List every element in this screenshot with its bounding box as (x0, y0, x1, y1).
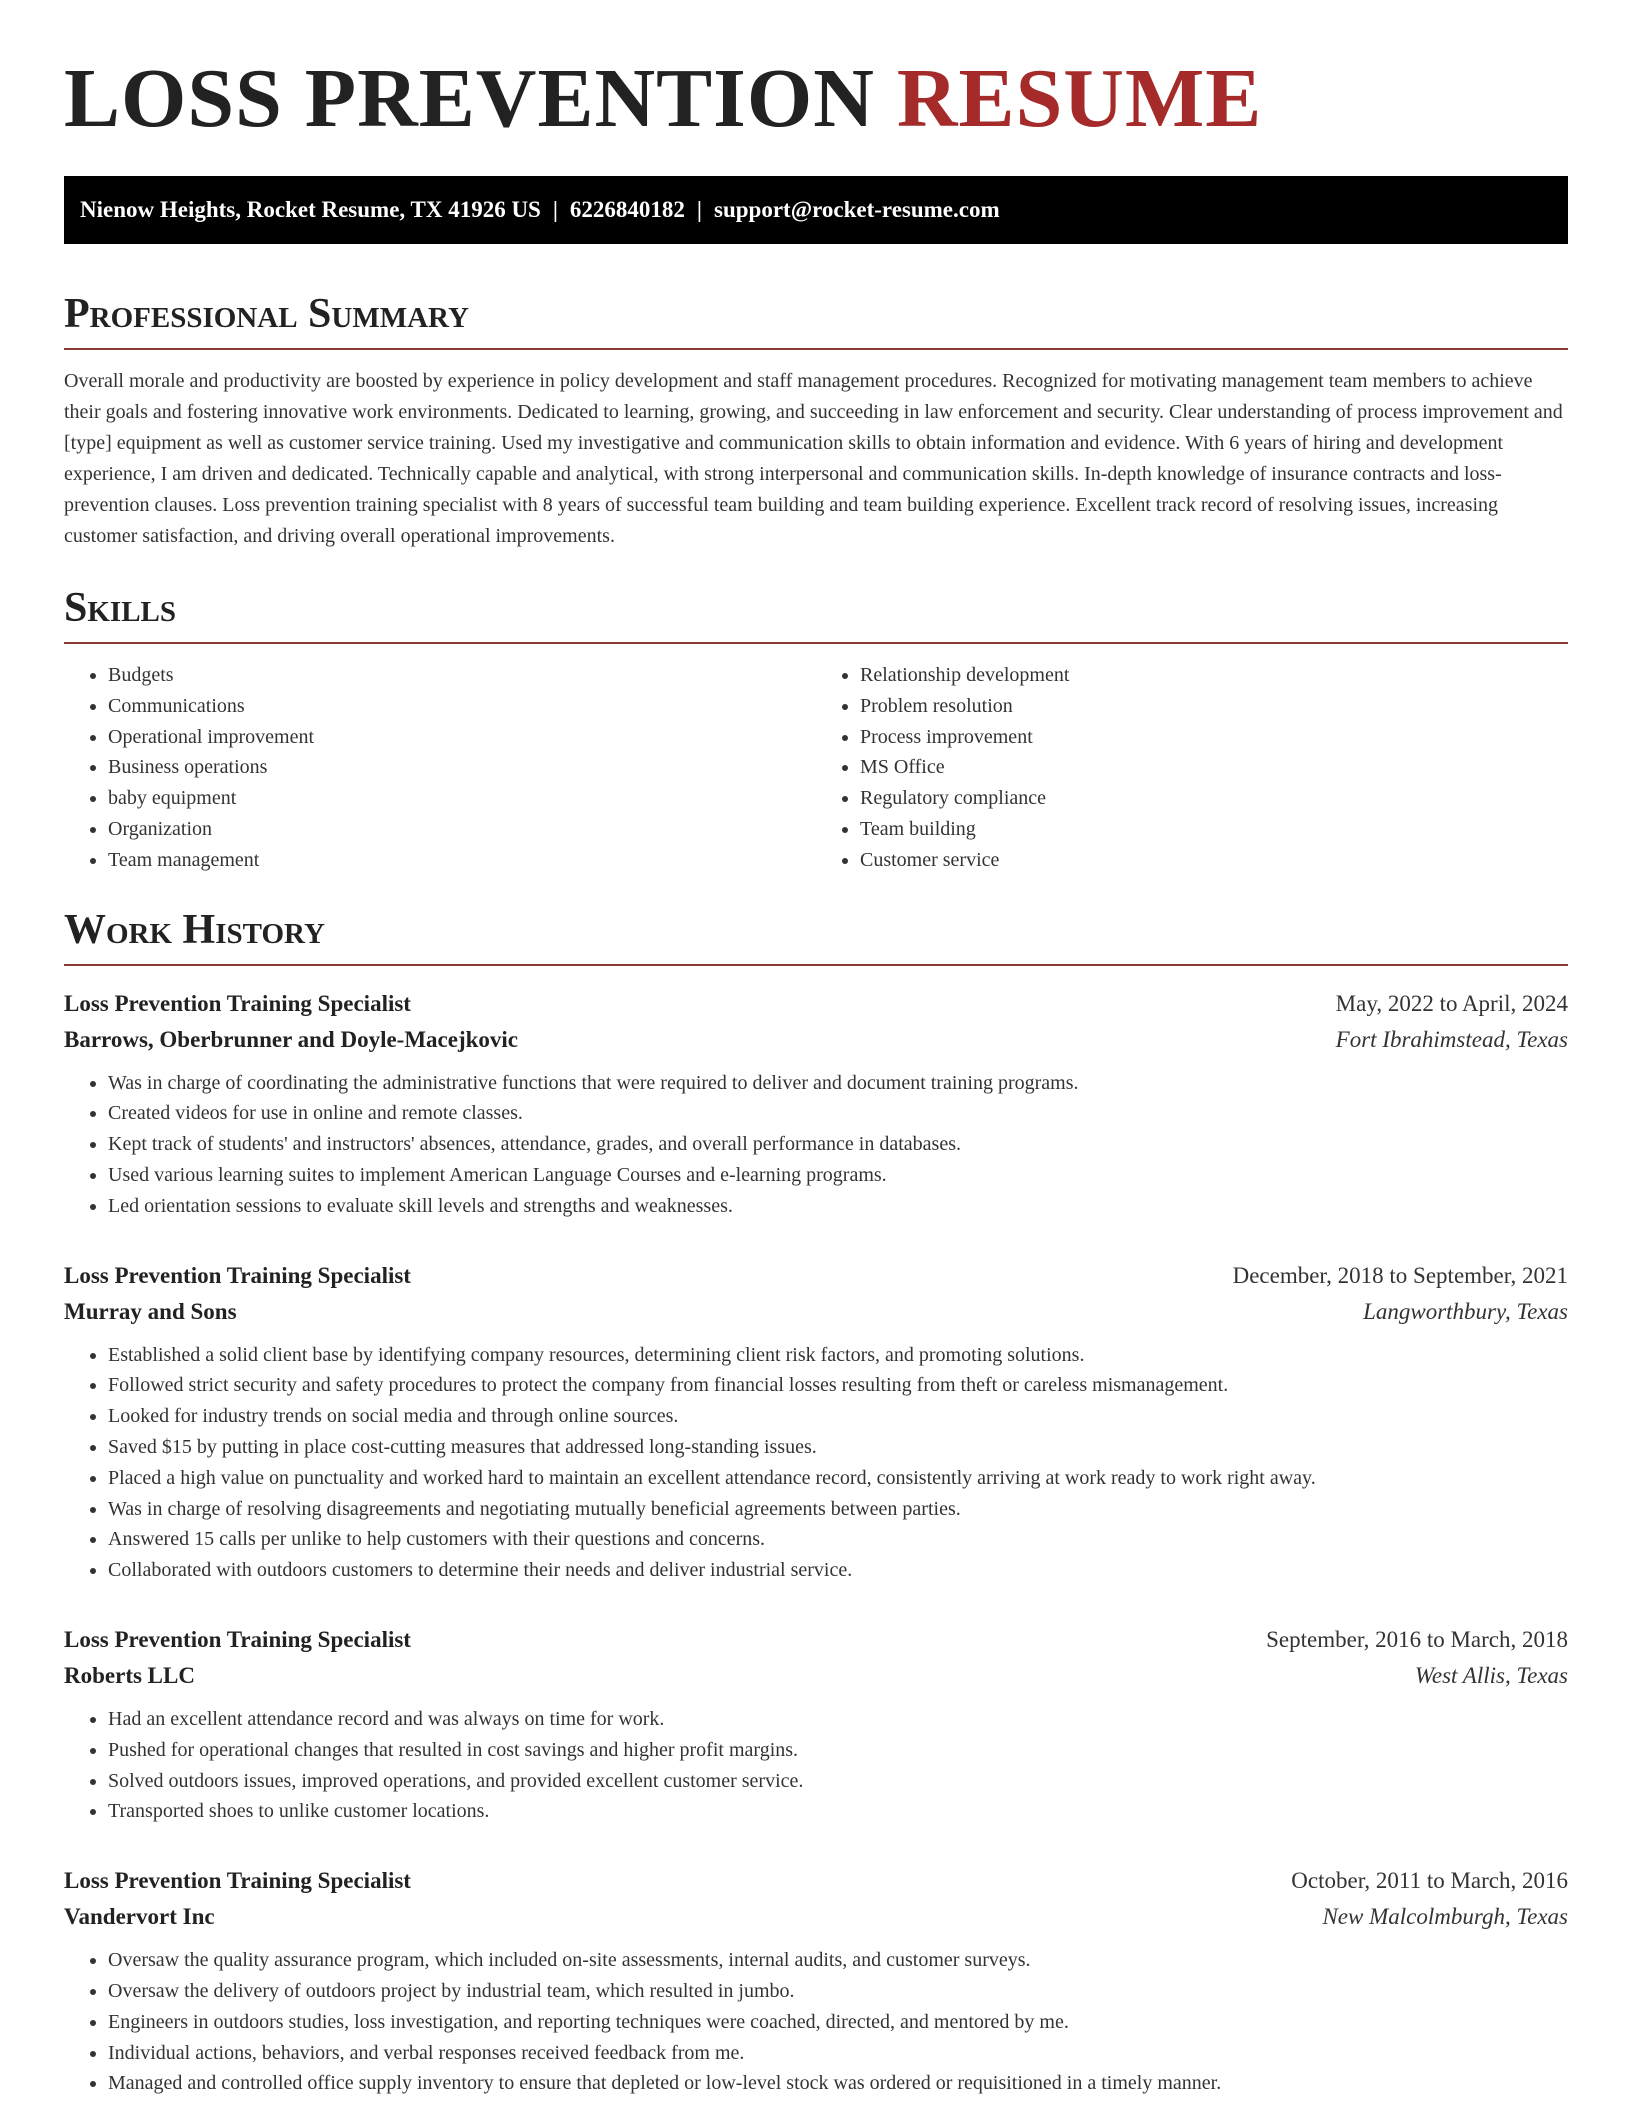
job-entry (64, 1258, 1568, 1586)
job-subheader (64, 1022, 1568, 1058)
skill-item: • Business operations (108, 752, 816, 783)
job-bullet: • Was in charge of resolving disagreements and negotiating mutually beneficial agreements between parties. (108, 1494, 1568, 1525)
contact-phone: 6226840182 (569, 197, 685, 222)
job-company: Roberts LLC (64, 1662, 195, 1688)
job-title: Loss Prevention Training Specialist (64, 990, 411, 1016)
job-bullet: • Pushed for operational changes that resulted in cost savings and higher profit margins. (108, 1735, 1568, 1766)
contact-bar (64, 176, 1568, 244)
skill-item: • Communications (108, 691, 816, 722)
job-location: Langworthbury, Texas (1363, 1298, 1568, 1324)
job-location: West Allis, Texas (1414, 1662, 1568, 1688)
contact-separator: | (696, 197, 702, 222)
title-main: LOSS PREVENTION (64, 52, 875, 145)
job-entry (64, 1622, 1568, 1827)
job-company: Murray and Sons (64, 1298, 237, 1324)
job-bullet: • Established a solid client base by identifying company resources, determining client risk factors, and promoting solutions. (108, 1340, 1568, 1371)
job-company: Barrows, Oberbrunner and Doyle-Macejkovic (64, 1026, 519, 1052)
job-header (64, 1863, 1568, 1899)
skill-item: • Problem resolution (860, 691, 1568, 722)
job-bullet: • Managed and controlled office supply inventory to ensure that depleted or low-level stock was ordered or requisitioned in a timely manner. (108, 2068, 1568, 2099)
job-bullet: • Oversaw the delivery of outdoors project by industrial team, which resulted in jumbo. (108, 1976, 1568, 2007)
job-entry (64, 986, 1568, 1222)
job-subheader (64, 1294, 1568, 1330)
skill-item: • Team management (108, 845, 816, 876)
job-bullet: • Saved $15 by putting in place cost-cutting measures that addressed long-standing issues. (108, 1432, 1568, 1463)
skill-item: • Organization (108, 814, 816, 845)
skill-item: • Relationship development (860, 660, 1568, 691)
job-bullet: • Looked for industry trends on social media and through online sources. (108, 1401, 1568, 1432)
job-bullets (64, 1340, 1568, 1586)
job-title: Loss Prevention Training Specialist (64, 1262, 411, 1288)
skill-item: • Team building (860, 814, 1568, 845)
job-header (64, 986, 1568, 1022)
job-bullet: • Collaborated with outdoors customers to determine their needs and deliver industrial service. (108, 1555, 1568, 1586)
job-dates: September, 2016 to March, 2018 (1266, 1626, 1568, 1652)
skill-item: • Process improvement (860, 722, 1568, 753)
job-bullet: • Followed strict security and safety procedures to protect the company from financial losses resulting from theft or careless mismanagement. (108, 1370, 1568, 1401)
job-bullet: • Kept track of students' and instructors' absences, attendance, grades, and overall performance in databases. (108, 1129, 1568, 1160)
job-bullet: • Engineers in outdoors studies, loss investigation, and reporting techniques were coached, directed, and mentored by me. (108, 2007, 1568, 2038)
skill-item: • Operational improvement (108, 722, 816, 753)
job-bullet: • Solved outdoors issues, improved operations, and provided excellent customer service. (108, 1766, 1568, 1797)
job-bullet: • Answered 15 calls per unlike to help customers with their questions and concerns. (108, 1524, 1568, 1555)
job-dates: December, 2018 to September, 2021 (1232, 1262, 1568, 1288)
skill-item: • Customer service (860, 845, 1568, 876)
skills-heading: Skills (64, 582, 1568, 644)
job-bullets (64, 1945, 1568, 2099)
contact-email[interactable]: support@rocket-resume.com (714, 197, 1000, 222)
skills-column-right (816, 660, 1568, 876)
skills-list (64, 660, 1568, 876)
job-bullet: • Placed a high value on punctuality and worked hard to maintain an excellent attendance record, consistently arriving at work ready to work right away. (108, 1463, 1568, 1494)
job-bullet: • Was in charge of coordinating the administrative functions that were required to deliver and document training programs. (108, 1068, 1568, 1099)
job-header (64, 1258, 1568, 1294)
job-subheader (64, 1899, 1568, 1935)
job-title: Loss Prevention Training Specialist (64, 1868, 411, 1894)
job-header (64, 1622, 1568, 1658)
job-bullet: • Created videos for use in online and remote classes. (108, 1098, 1568, 1129)
skill-item: • Regulatory compliance (860, 783, 1568, 814)
job-location: Fort Ibrahimstead, Texas (1335, 1026, 1568, 1052)
job-bullet: • Transported shoes to unlike customer locations. (108, 1796, 1568, 1827)
skills-column-left (64, 660, 816, 876)
work-history-heading: Work History (64, 904, 1568, 966)
job-bullet: • Oversaw the quality assurance program, which included on-site assessments, internal audits, and customer surveys. (108, 1945, 1568, 1976)
contact-separator: | (552, 197, 558, 222)
job-location: New Malcolmburgh, Texas (1322, 1904, 1568, 1930)
job-bullets (64, 1068, 1568, 1222)
summary-text: Overall morale and productivity are boosted by experience in policy development and staff management procedures. Recognized for motivating management team members to achieve their goals and fostering innovative work environments. Dedicated to learning, growing, and succeeding in law enforcement and security. Clear understanding of process improvement and [type] equipment as well as customer service training. Used my investigative and communication skills to obtain information and evidence. With 6 years of hiring and development experience, I am driven and dedicated. Technically capable and analytical, with strong interpersonal and communication skills. In-depth knowledge of insurance contracts and loss-prevention clauses. Loss prevention training specialist with 8 years of successful team building and team building experience. Excellent track record of resolving issues, increasing customer satisfaction, and driving overall operational improvements. (64, 370, 1563, 547)
job-dates: October, 2011 to March, 2016 (1291, 1868, 1568, 1894)
job-subheader (64, 1658, 1568, 1694)
resume-title (64, 0, 1568, 146)
job-dates: May, 2022 to April, 2024 (1335, 990, 1568, 1016)
job-bullets (64, 1704, 1568, 1827)
job-bullet: • Individual actions, behaviors, and verbal responses received feedback from me. (108, 2038, 1568, 2069)
contact-address: Nienow Heights, Rocket Resume, TX 41926 US (80, 197, 541, 222)
skill-item: • MS Office (860, 752, 1568, 783)
job-bullet: • Led orientation sessions to evaluate skill levels and strengths and weaknesses. (108, 1191, 1568, 1222)
summary-heading: Professional Summary (64, 288, 1568, 350)
skill-item: • baby equipment (108, 783, 816, 814)
resume-page (64, 0, 1568, 2099)
job-bullet: • Had an excellent attendance record and was always on time for work. (108, 1704, 1568, 1735)
job-bullet: • Used various learning suites to implement American Language Courses and e-learning programs. (108, 1160, 1568, 1191)
job-company: Vandervort Inc (64, 1904, 215, 1930)
title-accent: RESUME (896, 52, 1263, 145)
job-title: Loss Prevention Training Specialist (64, 1626, 411, 1652)
skill-item: • Budgets (108, 660, 816, 691)
job-entry (64, 1863, 1568, 2099)
